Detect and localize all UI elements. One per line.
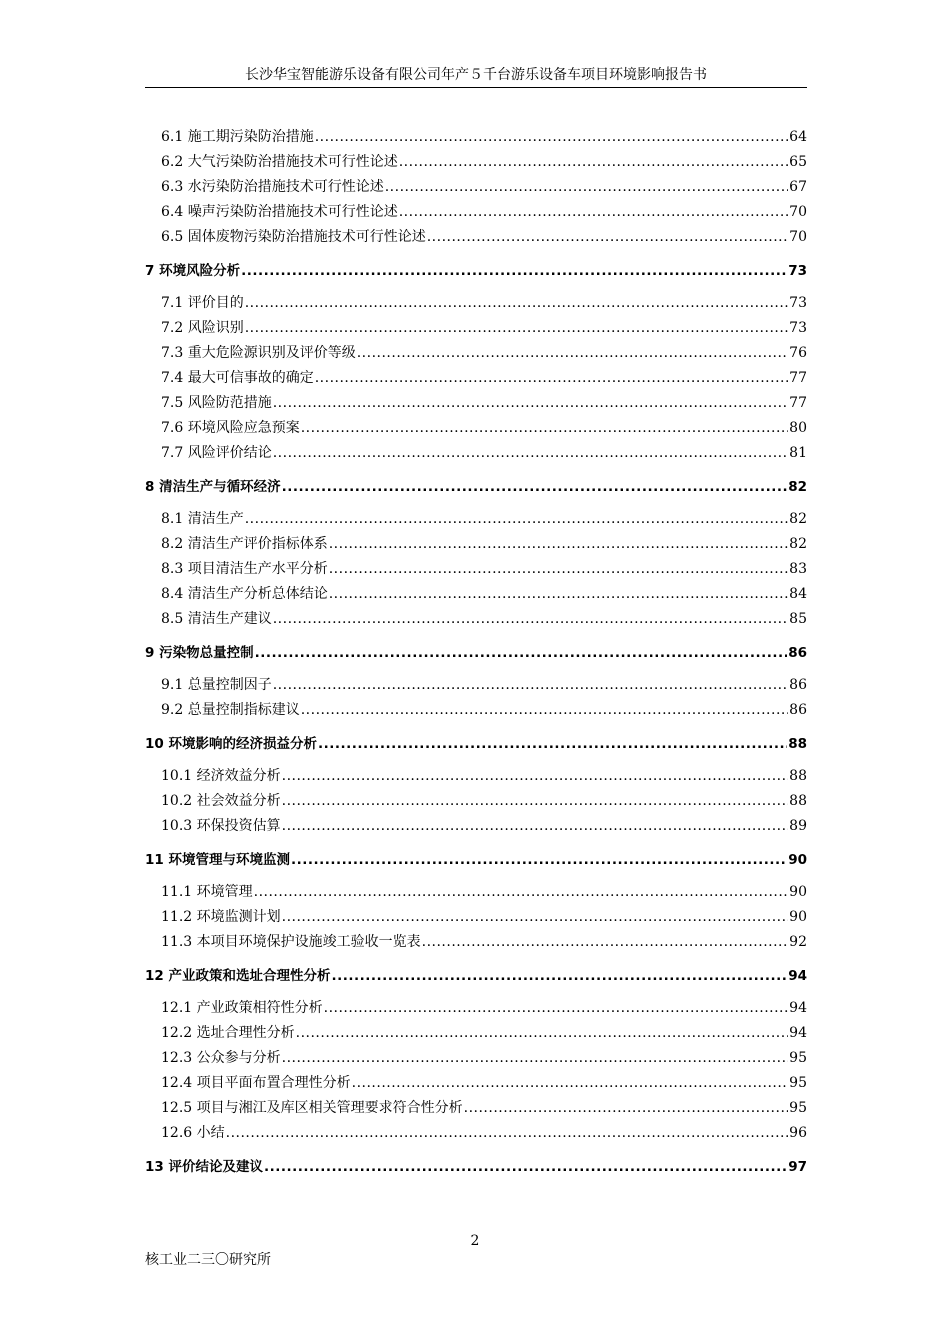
toc-entry-page: 90 bbox=[789, 909, 807, 925]
toc-dot-leader bbox=[254, 884, 789, 900]
toc-entry-page: 86 bbox=[789, 702, 807, 718]
toc-entry-title: 7.6 环境风险应急预案 bbox=[161, 420, 300, 436]
toc-dot-leader bbox=[324, 1000, 789, 1016]
toc-entry-title: 12.4 项目平面布置合理性分析 bbox=[161, 1075, 351, 1091]
toc-entry-page: 81 bbox=[789, 445, 807, 461]
toc-entry-title: 11.3 本项目环境保护设施竣工验收一览表 bbox=[161, 934, 421, 950]
toc-entry-page: 96 bbox=[789, 1125, 807, 1141]
toc-dot-leader bbox=[273, 395, 788, 411]
toc-dot-leader bbox=[255, 645, 788, 661]
toc-entry-title: 12.5 项目与湘江及库区相关管理要求符合性分析 bbox=[161, 1100, 463, 1116]
toc-section-entry[interactable] bbox=[145, 417, 807, 442]
toc-entry-page: 95 bbox=[789, 1050, 807, 1066]
toc-entry-page: 80 bbox=[789, 420, 807, 436]
toc-section-entry[interactable] bbox=[145, 997, 807, 1022]
toc-chapter-entry[interactable] bbox=[145, 641, 807, 666]
toc-entry-title: 13 评价结论及建议 bbox=[145, 1159, 263, 1175]
toc-dot-leader bbox=[226, 1125, 789, 1141]
toc-section-entry[interactable] bbox=[145, 201, 807, 226]
toc-entry-title: 6.3 水污染防治措施技术可行性论述 bbox=[161, 179, 384, 195]
toc-entry-page: 95 bbox=[789, 1100, 807, 1116]
toc-dot-leader bbox=[427, 229, 788, 245]
toc-entry-page: 77 bbox=[789, 370, 807, 386]
toc-section-entry[interactable] bbox=[145, 765, 807, 790]
toc-entry-page: 76 bbox=[789, 345, 807, 361]
toc-entry-page: 92 bbox=[789, 934, 807, 950]
toc-entry-title: 10.3 环保投资估算 bbox=[161, 818, 281, 834]
toc-chapter-entry[interactable] bbox=[145, 259, 807, 284]
toc-entry-page: 90 bbox=[788, 852, 807, 868]
toc-chapter-entry[interactable] bbox=[145, 475, 807, 500]
toc-entry-page: 73 bbox=[788, 263, 807, 279]
toc-dot-leader bbox=[352, 1075, 789, 1091]
toc-dot-leader bbox=[357, 345, 788, 361]
toc-entry-title: 7.1 评价目的 bbox=[161, 295, 244, 311]
toc-entry-title: 12 产业政策和选址合理性分析 bbox=[145, 968, 331, 984]
toc-chapter-entry[interactable] bbox=[145, 1155, 807, 1180]
toc-entry-page: 82 bbox=[788, 479, 807, 495]
toc-section-entry[interactable] bbox=[145, 881, 807, 906]
toc-entry-page: 82 bbox=[789, 536, 807, 552]
toc-entry-title: 7.4 最大可信事故的确定 bbox=[161, 370, 314, 386]
toc-section-entry[interactable] bbox=[145, 790, 807, 815]
toc-entry-page: 88 bbox=[788, 736, 807, 752]
toc-entry-title: 6.4 噪声污染防治措施技术可行性论述 bbox=[161, 204, 398, 220]
footer-organization: 核工业二三〇研究所 bbox=[145, 1252, 271, 1268]
toc-dot-leader bbox=[399, 204, 788, 220]
toc-entry-title: 11.1 环境管理 bbox=[161, 884, 253, 900]
toc-section-entry[interactable] bbox=[145, 1022, 807, 1047]
toc-section-entry[interactable] bbox=[145, 533, 807, 558]
header-rule bbox=[145, 87, 807, 88]
toc-entry-title: 9.1 总量控制因子 bbox=[161, 677, 272, 693]
toc-section-entry[interactable] bbox=[145, 1097, 807, 1122]
toc-dot-leader bbox=[282, 909, 789, 925]
toc-section-entry[interactable] bbox=[145, 906, 807, 931]
toc-entry-page: 97 bbox=[788, 1159, 807, 1175]
toc-entry-title: 10.2 社会效益分析 bbox=[161, 793, 281, 809]
toc-entry-page: 94 bbox=[789, 1000, 807, 1016]
toc-dot-leader bbox=[241, 263, 787, 279]
toc-entry-title: 7.3 重大危险源识别及评价等级 bbox=[161, 345, 356, 361]
toc-section-entry[interactable] bbox=[145, 176, 807, 201]
toc-section-entry[interactable] bbox=[145, 126, 807, 151]
toc-dot-leader bbox=[332, 968, 788, 984]
toc-dot-leader bbox=[291, 852, 787, 868]
toc-entry-title: 8.1 清洁生产 bbox=[161, 511, 244, 527]
running-header: 长沙华宝智能游乐设备有限公司年产５千台游乐设备车项目环境影响报告书 bbox=[245, 67, 707, 83]
toc-entry-page: 94 bbox=[789, 1025, 807, 1041]
toc-entry-page: 90 bbox=[789, 884, 807, 900]
toc-entry-page: 77 bbox=[789, 395, 807, 411]
toc-chapter-entry[interactable] bbox=[145, 732, 807, 757]
toc-entry-title: 12.3 公众参与分析 bbox=[161, 1050, 281, 1066]
toc-dot-leader bbox=[282, 818, 789, 834]
toc-section-entry[interactable] bbox=[145, 151, 807, 176]
toc-section-entry[interactable] bbox=[145, 699, 807, 724]
toc-section-entry[interactable] bbox=[145, 1047, 807, 1072]
toc-section-entry[interactable] bbox=[145, 442, 807, 467]
toc-entry-page: 88 bbox=[789, 768, 807, 784]
toc-dot-leader bbox=[329, 561, 788, 577]
toc-entry-page: 94 bbox=[788, 968, 807, 984]
toc-entry-title: 7.5 风险防范措施 bbox=[161, 395, 272, 411]
toc-entry-title: 7.2 风险识别 bbox=[161, 320, 244, 336]
page-number: 2 bbox=[470, 1233, 480, 1249]
toc-dot-leader bbox=[273, 677, 788, 693]
toc-section-entry[interactable] bbox=[145, 1072, 807, 1097]
toc-dot-leader bbox=[282, 479, 788, 495]
toc-entry-page: 86 bbox=[788, 645, 807, 661]
toc-section-entry[interactable] bbox=[145, 292, 807, 317]
toc-entry-title: 8.5 清洁生产建议 bbox=[161, 611, 272, 627]
toc-entry-page: 89 bbox=[789, 818, 807, 834]
toc-dot-leader bbox=[282, 793, 789, 809]
toc-entry-page: 95 bbox=[789, 1075, 807, 1091]
toc-entry-page: 64 bbox=[789, 129, 807, 145]
toc-dot-leader bbox=[318, 736, 787, 752]
toc-entry-page: 73 bbox=[789, 320, 807, 336]
toc-chapter-entry[interactable] bbox=[145, 848, 807, 873]
toc-section-entry[interactable] bbox=[145, 815, 807, 840]
toc-entry-title: 11.2 环境监测计划 bbox=[161, 909, 281, 925]
toc-section-entry[interactable] bbox=[145, 392, 807, 417]
toc-section-entry[interactable] bbox=[145, 558, 807, 583]
toc-dot-leader bbox=[296, 1025, 789, 1041]
toc-entry-title: 10 环境影响的经济损益分析 bbox=[145, 736, 317, 752]
toc-entry-title: 6.2 大气污染防治措施技术可行性论述 bbox=[161, 154, 398, 170]
toc-dot-leader bbox=[464, 1100, 789, 1116]
toc-entry-page: 73 bbox=[789, 295, 807, 311]
toc-entry-page: 65 bbox=[789, 154, 807, 170]
toc-entry-title: 11 环境管理与环境监测 bbox=[145, 852, 290, 868]
toc-dot-leader bbox=[273, 611, 788, 627]
toc-section-entry[interactable] bbox=[145, 931, 807, 956]
toc-dot-leader bbox=[282, 768, 789, 784]
toc-entry-title: 7.7 风险评价结论 bbox=[161, 445, 272, 461]
toc-entry-page: 88 bbox=[789, 793, 807, 809]
toc-entry-page: 67 bbox=[789, 179, 807, 195]
toc-entry-title: 12.6 小结 bbox=[161, 1125, 225, 1141]
toc-dot-leader bbox=[301, 702, 788, 718]
toc-section-entry[interactable] bbox=[145, 226, 807, 251]
toc-entry-page: 84 bbox=[789, 586, 807, 602]
toc-section-entry[interactable] bbox=[145, 508, 807, 533]
toc-entry-title: 9.2 总量控制指标建议 bbox=[161, 702, 300, 718]
toc-section-entry[interactable] bbox=[145, 317, 807, 342]
toc-entry-title: 8.4 清洁生产分析总体结论 bbox=[161, 586, 328, 602]
toc-section-entry[interactable] bbox=[145, 608, 807, 633]
toc-entry-page: 82 bbox=[789, 511, 807, 527]
toc-section-entry[interactable] bbox=[145, 674, 807, 699]
toc-section-entry[interactable] bbox=[145, 583, 807, 608]
toc-entry-page: 70 bbox=[789, 229, 807, 245]
toc-entry-page: 70 bbox=[789, 204, 807, 220]
toc-section-entry[interactable] bbox=[145, 1122, 807, 1147]
toc-dot-leader bbox=[399, 154, 788, 170]
toc-section-entry[interactable] bbox=[145, 367, 807, 392]
toc-entry-title: 10.1 经济效益分析 bbox=[161, 768, 281, 784]
toc-dot-leader bbox=[329, 586, 788, 602]
toc-dot-leader bbox=[282, 1050, 789, 1066]
toc-entry-title: 6.5 固体废物污染防治措施技术可行性论述 bbox=[161, 229, 426, 245]
toc-entry-title: 12.2 选址合理性分析 bbox=[161, 1025, 295, 1041]
toc-entry-title: 6.1 施工期污染防治措施 bbox=[161, 129, 314, 145]
toc-entry-title: 8 清洁生产与循环经济 bbox=[145, 479, 281, 495]
toc-dot-leader bbox=[245, 295, 788, 311]
toc-entry-page: 86 bbox=[789, 677, 807, 693]
toc-dot-leader bbox=[315, 129, 788, 145]
toc-dot-leader bbox=[315, 370, 788, 386]
toc-entry-title: 8.2 清洁生产评价指标体系 bbox=[161, 536, 328, 552]
table-of-contents bbox=[145, 126, 807, 1188]
toc-dot-leader bbox=[329, 536, 788, 552]
toc-entry-page: 83 bbox=[789, 561, 807, 577]
toc-entry-title: 8.3 项目清洁生产水平分析 bbox=[161, 561, 328, 577]
toc-section-entry[interactable] bbox=[145, 342, 807, 367]
toc-dot-leader bbox=[245, 511, 788, 527]
toc-dot-leader bbox=[245, 320, 788, 336]
toc-dot-leader bbox=[301, 420, 788, 436]
toc-dot-leader bbox=[273, 445, 788, 461]
toc-chapter-entry[interactable] bbox=[145, 964, 807, 989]
toc-entry-title: 7 环境风险分析 bbox=[145, 263, 241, 279]
toc-entry-title: 12.1 产业政策相符性分析 bbox=[161, 1000, 323, 1016]
toc-dot-leader bbox=[385, 179, 788, 195]
toc-entry-title: 9 污染物总量控制 bbox=[145, 645, 254, 661]
toc-entry-page: 85 bbox=[789, 611, 807, 627]
toc-dot-leader bbox=[264, 1159, 787, 1175]
toc-dot-leader bbox=[422, 934, 789, 950]
